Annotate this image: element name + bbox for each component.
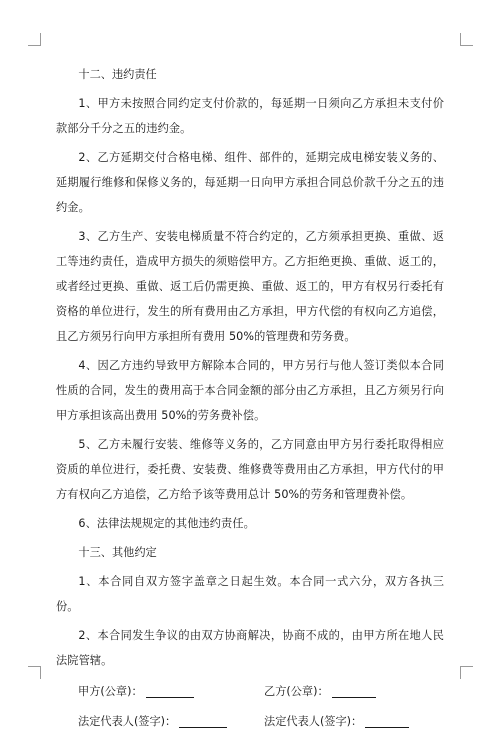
party-a-representative <box>78 709 227 734</box>
section-12-item-5: 5、乙方未履行安装、维修等义务的，乙方同意由甲方另行委托取得相应资质的单位进行，委托费、安装费、维修费等费用由乙方承担，甲方代付的甲方有权向乙方追偿，乙方给予该等费用总计 50%的劳务和管理费补偿。 <box>56 438 444 501</box>
crop-mark-bottom-right <box>460 666 473 679</box>
section-12-item-4: 4、因乙方违约导致甲方解除本合同的，甲方另行与他人签订类似本合同性质的合同，发生的费用高于本合同金额的部分由乙方承担，且乙方须另行向甲方承担该高出费用 50%的劳务费补偿。 <box>56 359 444 422</box>
crop-mark-top-left <box>28 33 41 46</box>
section-13-item-2: 2、本合同发生争议的由双方协商解决，协商不成的，由甲方所在地人民法院管辖。 <box>56 629 444 667</box>
party-b-seal <box>264 679 376 704</box>
section-13-item-1: 1、本合同自双方签字盖章之日起生效。本合同一式六分，双方各执三份。 <box>56 575 444 613</box>
section-12-item-3: 3、乙方生产、安装电梯质量不符合约定的，乙方须承担更换、重做、返工等违约责任，造成甲方损失的须赔偿甲方。乙方拒绝更换、重做、返工的，或者经过更换、重做、返工后仍需更换、重做、返工的，甲方有权另行委托有资格的单位进行，发生的所有费用由乙方承担，甲方代偿的有权向乙方追偿，且乙方须另行向甲方承担所有费用 50%的管理费和劳务费。 <box>56 230 444 343</box>
signature-row-seal <box>56 679 444 709</box>
party-b-seal-line <box>332 683 376 698</box>
signature-row-representative <box>56 709 444 739</box>
section-13-heading: 十三、其他约定 <box>78 546 157 559</box>
crop-mark-bottom-left <box>28 666 41 679</box>
party-a-seal-line <box>146 683 194 698</box>
document-body <box>56 62 444 739</box>
section-12-heading: 十二、违约责任 <box>78 68 157 81</box>
party-b-representative <box>264 709 409 734</box>
party-a-seal <box>78 679 194 704</box>
party-b-seal-label: 乙方(公章)： <box>264 685 329 698</box>
crop-mark-top-right <box>460 33 473 46</box>
party-a-rep-label: 法定代表人(签字)： <box>78 715 177 728</box>
section-12-item-6: 6、法律法规规定的其他违约责任。 <box>78 517 255 530</box>
section-12-item-1: 1、甲方未按照合同约定支付价款的，每延期一日须向乙方承担未支付价款部分千分之五的违约金。 <box>56 97 444 135</box>
party-a-seal-label: 甲方(公章)： <box>78 685 143 698</box>
section-12-item-2: 2、乙方延期交付合格电梯、组件、部件的，延期完成电梯安装义务的、延期履行维修和保修义务的，每延期一日向甲方承担合同总价款千分之五的违约金。 <box>56 151 444 214</box>
party-a-rep-line <box>179 713 227 728</box>
party-b-rep-label: 法定代表人(签字)： <box>264 715 363 728</box>
party-b-rep-line <box>365 713 409 728</box>
